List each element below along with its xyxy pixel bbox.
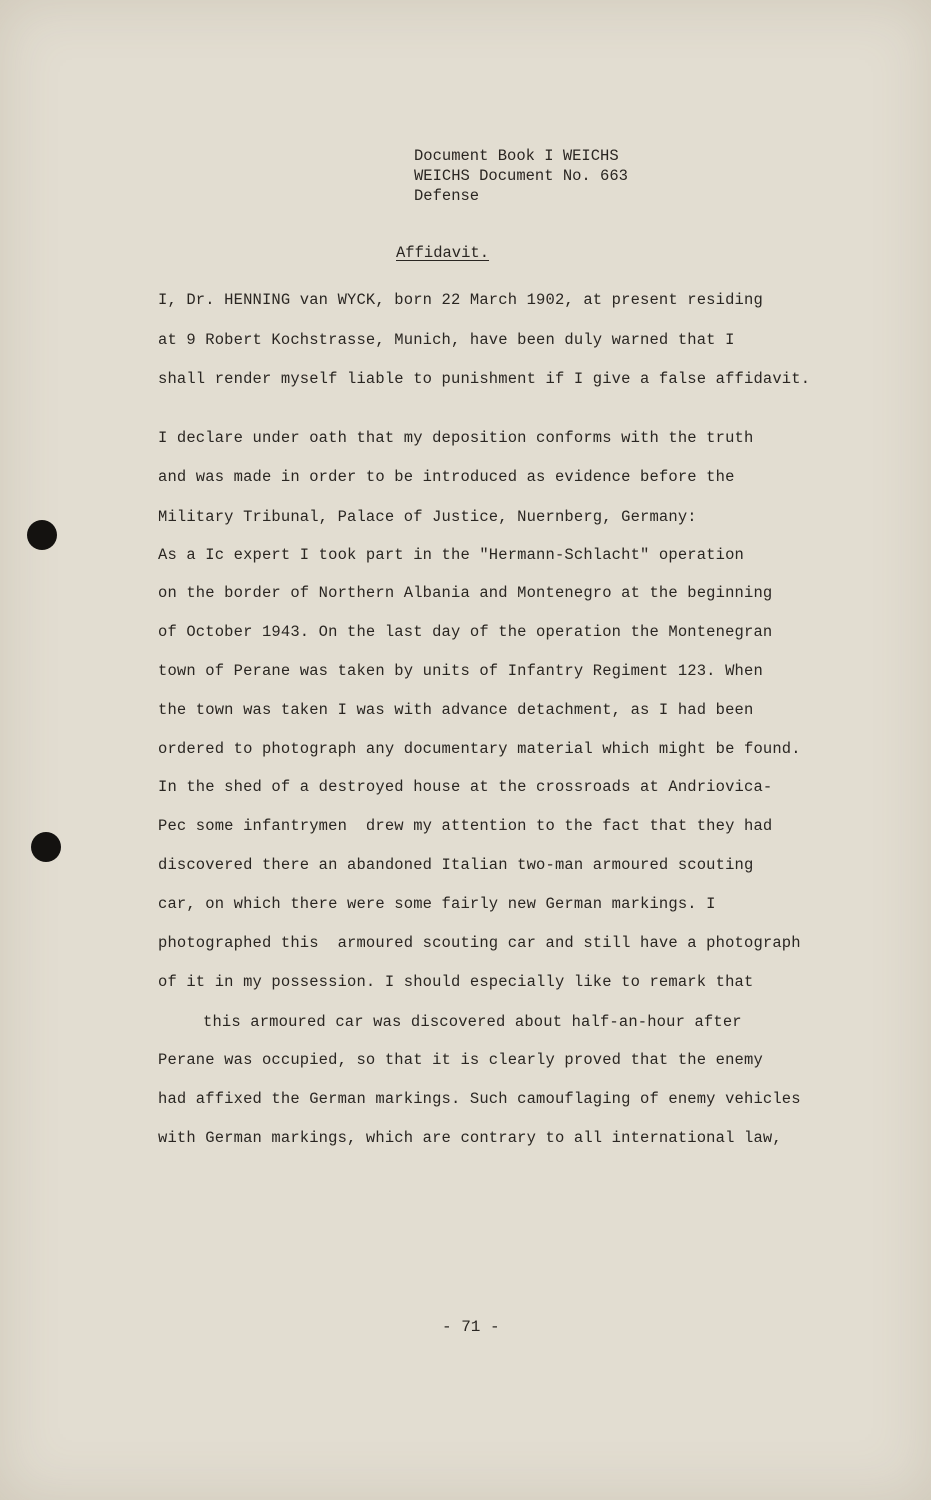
body-line: of October 1943. On the last day of the operation the Montenegran (158, 623, 773, 641)
body-line: In the shed of a destroyed house at the crossroads at Andriovica- (158, 778, 773, 796)
document-title: Affidavit. (396, 244, 490, 262)
body-line: car, on which there were some fairly new German markings. I (158, 895, 716, 913)
body-line: shall render myself liable to punishment if I give a false affidavit. (158, 370, 811, 388)
body-line: on the border of Northern Albania and Montenegro at the beginning (158, 584, 773, 602)
document-header (414, 146, 628, 206)
body-line: photographed this armoured scouting car and still have a photograph (158, 934, 801, 952)
body-line: I declare under oath that my deposition conforms with the truth (158, 429, 754, 447)
body-line: I, Dr. HENNING van WYCK, born 22 March 1902, at present residing (158, 291, 763, 309)
body-line: at 9 Robert Kochstrasse, Munich, have been duly warned that I (158, 331, 735, 349)
punch-hole-lower (31, 832, 61, 862)
header-line-doc-number: WEICHS Document No. 663 (414, 167, 628, 185)
header-line-book: Document Book I WEICHS (414, 147, 619, 165)
body-line: this armoured car was discovered about half-an-hour after (203, 1013, 742, 1031)
body-line: Perane was occupied, so that it is clearly proved that the enemy (158, 1051, 763, 1069)
header-line-defense: Defense (414, 187, 480, 205)
body-line: Military Tribunal, Palace of Justice, Nuernberg, Germany: (158, 508, 697, 526)
page-number: - 71 - (442, 1318, 500, 1336)
body-line: had affixed the German markings. Such camouflaging of enemy vehicles (158, 1090, 801, 1108)
body-line: ordered to photograph any documentary material which might be found. (158, 740, 801, 758)
body-line: the town was taken I was with advance detachment, as I had been (158, 701, 754, 719)
body-line: with German markings, which are contrary to all international law, (158, 1129, 782, 1147)
body-line: and was made in order to be introduced as evidence before the (158, 468, 735, 486)
body-line: Pec some infantrymen drew my attention to the fact that they had (158, 817, 773, 835)
body-line: As a Ic expert I took part in the "Hermann-Schlacht" operation (158, 546, 744, 564)
body-line: town of Perane was taken by units of Infantry Regiment 123. When (158, 662, 763, 680)
punch-hole-upper (27, 520, 57, 550)
body-line: discovered there an abandoned Italian two-man armoured scouting (158, 856, 754, 874)
body-line: of it in my possession. I should especially like to remark that (158, 973, 754, 991)
